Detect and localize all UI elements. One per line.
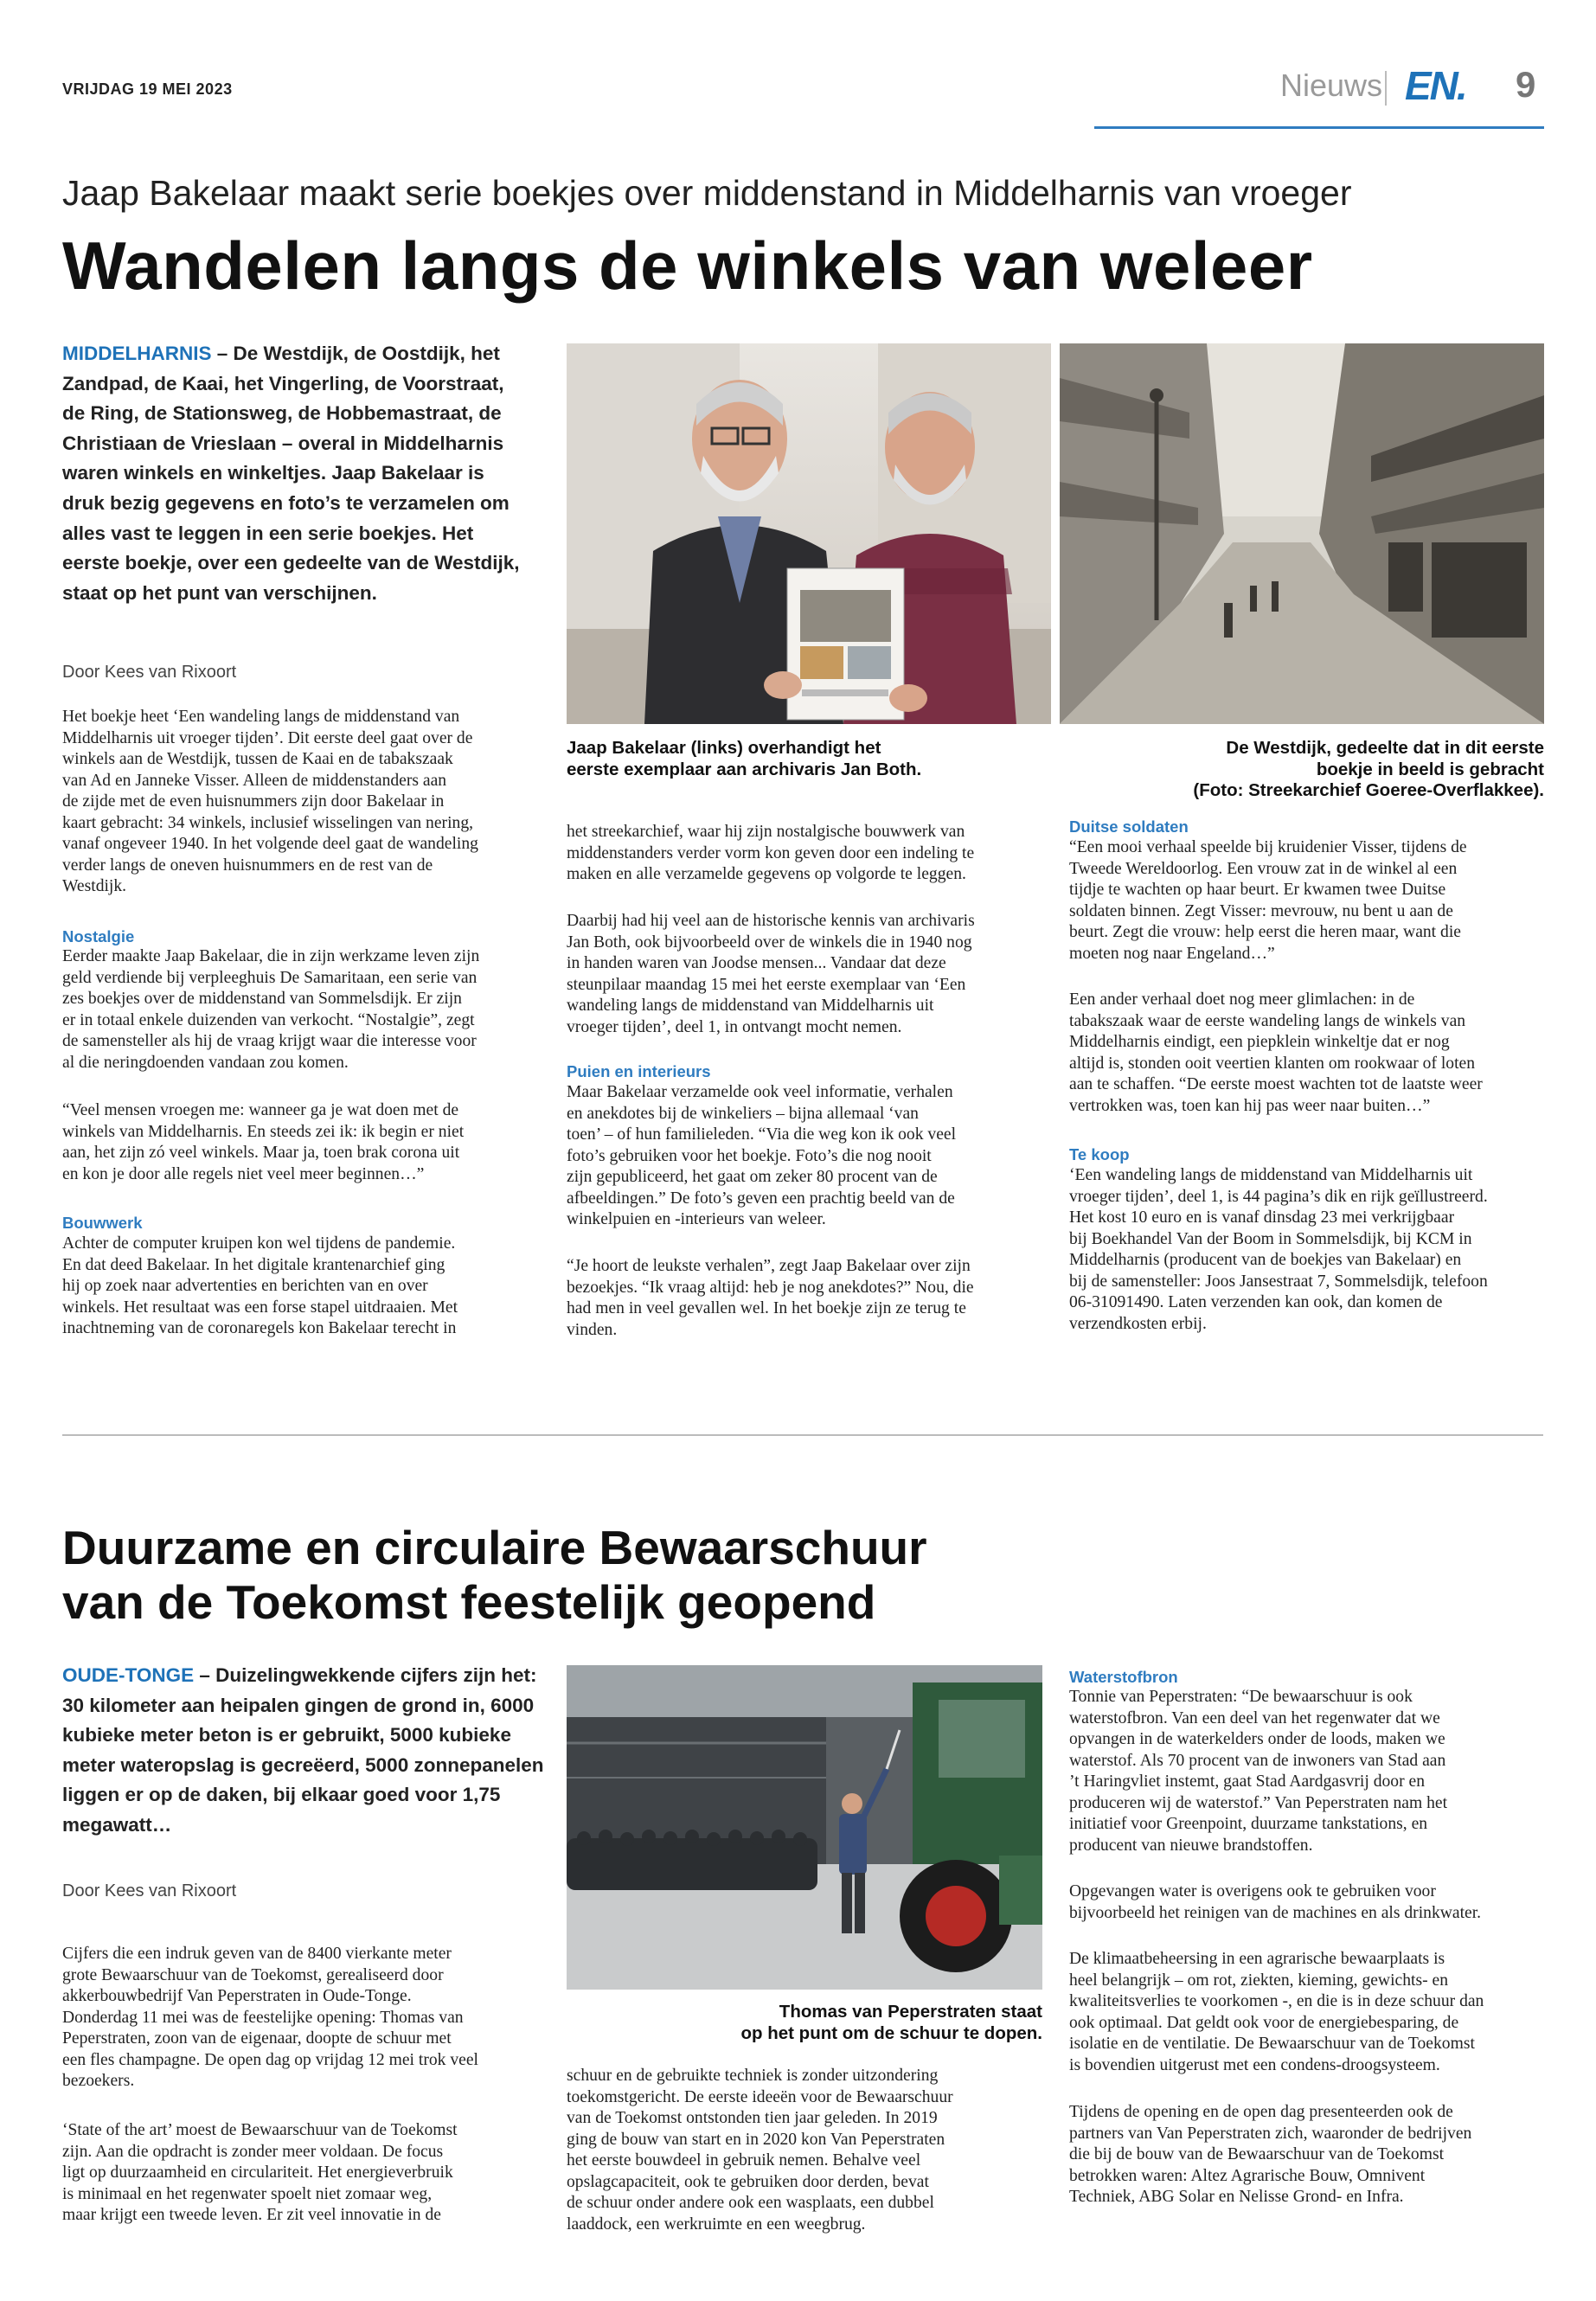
- article1-col1-p1: Het boekje heet ‘Een wandeling langs de middenstand van Middelharnis uit vroeger tijden’. Dit eerste deel gaat over de winkels aan de Westdijk, tussen de Kaai en de tabakszaak van Ad en Janneke Visser. Alleen de middenstanders aan de zijde met de even huisnummers zijn door Bakelaar in kaart gebracht: 34 winkels, inclusief wisselingen van nering, vanaf ongeveer 1940. In het volgende deel gaat de wandeling verder langs de oneven huisnummers en de rest van de Westdijk.: [62, 708, 478, 895]
- header-divider: [1385, 71, 1387, 106]
- photo-westdijk-historic: [1060, 343, 1544, 724]
- article2-col1-p2: ‘State of the art’ moest de Bewaarschuur van de Toekomst zijn. Aan die opdracht is zonder meer voldaan. De focus ligt op duurzaamheid en circulariteit. Het energieverbruik is minimaal en het regenwater spoelt niet zomaar weg, maar krijgt een tweede leven. Er zit veel innovatie in de: [62, 2121, 458, 2224]
- article1-subhead-bouwwerk: Bouwwerk: [62, 1214, 143, 1232]
- article1-lead-text: – De Westdijk, de Oostdijk, het Zandpad, de Kaai, het Vingerling, de Voorstraat, de Ring, de Stationsweg, de Hobbemastraat, de Christiaan de Vrieslaan – overal in Middelharnis waren winkels en winkeltjes. Jaap Bakelaar is druk bezig gegevens en foto’s te verzamelen om alles vast te leggen in een serie boekjes. Het eerste boekje, over een gedeelte van de Westdijk, staat op het punt van verschijnen.: [62, 343, 520, 604]
- article1-kicker: Jaap Bakelaar maakt serie boekjes over middenstand in Middelharnis van vroeger: [62, 173, 1352, 213]
- article1-lead: [62, 339, 529, 608]
- article1-col3-p1: “Een mooi verhaal speelde bij kruidenier Visser, tijdens de Tweede Wereldoorlog. Een vrouw zat in de winkel al een tijdje te wachten op haar beurt. Er kwamen twee Duitse soldaten binnen. Zegt Visser: mevrouw, nu bent u aan de beurt. Zegt die vrouw: help eerst die heren maar, want die moeten nog naar Engeland…”: [1069, 838, 1467, 963]
- article2-byline: Door Kees van Rixoort: [62, 1881, 237, 1900]
- article2-col1-p1: Cijfers die een indruk geven van de 8400 vierkante meter grote Bewaarschuur van de Toekomst, gerealiseerd door akkerbouwbedrijf Van Peperstraten in Oude-Tonge. Donderdag 11 mei was de feestelijke opening: Thomas van Peperstraten, zoon van de eigenaar, doopte de schuur met een fles champagne. De open dag op vrijdag 12 mei trok veel bezoekers.: [62, 1945, 478, 2090]
- article1-headline: Wandelen langs de winkels van weleer: [62, 228, 1313, 304]
- article1-byline: Door Kees van Rixoort: [62, 663, 237, 682]
- article2-lead: [62, 1661, 547, 1841]
- photo3-caption: Thomas van Peperstraten staat op het punt om de schuur te dopen.: [740, 2002, 1042, 2043]
- page-number: 9: [1516, 64, 1536, 105]
- photo2-caption: De Westdijk, gedeelte dat in dit eerste boekje in beeld is gebracht (Foto: Streekarchief Goeree-Overflakkee).: [1193, 738, 1544, 801]
- article-divider: [62, 1434, 1543, 1436]
- article2-subhead-waterstof: Waterstofbron: [1069, 1668, 1178, 1686]
- article2-dateline: OUDE-TONGE: [62, 1664, 195, 1686]
- article1-col2-p3: Maar Bakelaar verzamelde ook veel informatie, verhalen en anekdotes bij de winkeliers – bijna allemaal ‘van toen’ – of hun familieleden. “Via die weg kon ik ook veel foto’s gebruiken voor het boekje. Foto’s die nog nooit zijn gepubliceerd, het gaat om zeker 80 procent van de afbeeldingen.” De foto’s geven een prachtig beeld van de winkelpuien en -interieurs van weleer.: [567, 1083, 957, 1228]
- article1-dateline: MIDDELHARNIS: [62, 343, 212, 364]
- newspaper-logo: EN.: [1405, 63, 1466, 108]
- article1-col2-p4: “Je hoort de leukste verhalen”, zegt Jaap Bakelaar over zijn bezoekjes. “Ik vraag altijd: heb je nog anekdotes?” Nou, die had men in veel gevallen wel. In het boekje zijn ze terug te vinden.: [567, 1257, 974, 1339]
- article1-subhead-duitse: Duitse soldaten: [1069, 817, 1189, 836]
- article2-lead-text: – Duizelingwekkende cijfers zijn het: 30 kilometer aan heipalen gingen de grond in, 6000 kubieke meter beton is er gebruikt, 5000 kubieke meter wateropslag is gecreëerd, 5000 zonnepanelen liggen er op de daken, bij elkaar goed voor 1,75 megawatt…: [62, 1664, 544, 1836]
- article1-subhead-tekoop: Te koop: [1069, 1145, 1130, 1163]
- article1-col1-p3: “Veel mensen vroegen me: wanneer ga je wat doen met de winkels van Middelharnis. En steeds zei ik: ik begin er niet aan, het zijn zó veel winkels. Maar ja, toen brak corona uit en kon je door alle regels niet veel meer beginnen…”: [62, 1101, 465, 1183]
- header-rule: [1094, 126, 1544, 129]
- article1-col1-p2: Eerder maakte Jaap Bakelaar, die in zijn werkzame leven zijn geld verdiende bij verpleeghuis De Samaritaan, een serie van zes boekjes over de middenstand van Sommelsdijk. Er zijn er in totaal enkele duizenden van verkocht. “Nostalgie”, zegt de samensteller als hij de vraag krijgt waar die interesse voor al die neringdoenden vandaan zou komen.: [62, 947, 480, 1072]
- article2-col3-p1: Tonnie van Peperstraten: “De bewaarschuur is ook waterstofbron. Van een deel van het regenwater dat we opvangen in de waterkelders onder de loods, maken we waterstof. Als 70 procent van de inwoners van Stad aan ’t Haringvliet instemt, gaat Stad Aardgasvrij door en produceren wij de waterstof.” Van Peperstraten nam het initiatief voor Greenpoint, duurzame tankstations, en producent van nieuwe brandstoffen.: [1069, 1688, 1448, 1855]
- article2-headline-line1: Duurzame en circulaire Bewaarschuur: [62, 1521, 927, 1574]
- article1-col2-p1: het streekarchief, waar hij zijn nostalgische bouwwerk van middenstanders verder vorm kon geven door een indeling te maken en alle verzamelde gegevens op volgorde te leggen.: [567, 823, 975, 883]
- article2-col2-p1: schuur en de gebruikte techniek is zonder uitzondering toekomstgericht. De eerste ideeën voor de Bewaarschuur van de Toekomst ontstonden tien jaar geleden. In 2019 ging de bouw van start en in 2020 kon Van Peperstraten het eerste bouwdeel in gebruik nemen. Behalve veel opslagcapaciteit, ook te gebruiken door derden, bevat de schuur onder andere ook een wasplaats, een dubbel laaddock, een werkruimte en een weegbrug.: [567, 2067, 953, 2234]
- issue-date: VRIJDAG 19 MEI 2023: [62, 80, 233, 98]
- article2-col3-p4: Tijdens de opening en de open dag presenteerden ook de partners van Van Peperstraten zich, waaronder de bedrijven die bij de bouw van de Bewaarschuur van de Toekomst betrokken waren: Altez Agrarische Bouw, Omnivent Techniek, ABG Solar en Nelisse Grond- en Infra.: [1069, 2103, 1472, 2206]
- photo-bewaarschuur-opening: [567, 1665, 1042, 1990]
- article1-col3-p2: Een ander verhaal doet nog meer glimlachen: in de tabakszaak waar de eerste wandeling langs de winkels van Middelharnis eindigt, een piepklein winkeltje dat er nog altijd is, stonden ooit veertien klanten om rookwaar of loten aan te schaffen. “De eerste moest wachten tot de laatste weer vertrokken was, toen kan hij pas weer naar buiten…”: [1069, 990, 1483, 1115]
- article2-col3-p3: De klimaatbeheersing in een agrarische bewaarplaats is heel belangrijk – om rot, ziekten, kieming, gewichts- en kwaliteitsverlies te voorkomen -, en die is in deze schuur dan ook optimaal. Dat geldt ook voor de energiebesparing, de isolatie en de ventilatie. De Bewaarschuur van de Toekomst is bovendien uitgerust met een condens-droogsysteem.: [1069, 1950, 1484, 2074]
- article2-col3-p2: Opgevangen water is overigens ook te gebruiken voor bijvoorbeeld het reinigen van de machines en als drinkwater.: [1069, 1882, 1482, 1922]
- article2-headline-line2: van de Toekomst feestelijk geopend: [62, 1575, 876, 1629]
- article1-col3-p3: ‘Een wandeling langs de middenstand van Middelharnis uit vroeger tijden’, deel 1, is 44 pagina’s dik en rijk geïllustreerd. Het kost 10 euro en is vanaf dinsdag 23 mei verkrijgbaar bij Boekhandel Van der Boom in Sommelsdijk, bij KCM in Middelharnis (producent van de boekjes van Bakelaar) en bij de samensteller: Joos Jansestraat 7, Sommelsdijk, telefoon 06-31091490. Laten verzenden kan ook, dan komen de verzendkosten erbij.: [1069, 1166, 1488, 1333]
- article1-subhead-puien: Puien en interieurs: [567, 1062, 711, 1080]
- photo-bakelaar-both: [567, 343, 1051, 724]
- article2-headline: [62, 1521, 927, 1630]
- article1-col1-p4: Achter de computer kruipen kon wel tijdens de pandemie. En dat deed Bakelaar. In het digitale krantenarchief ging hij op zoek naar advertenties en berichten van en over winkels. Het resultaat was een forse stapel uitdraaien. Met inachtneming van de coronaregels kon Bakelaar terecht in: [62, 1234, 458, 1337]
- photo1-caption: Jaap Bakelaar (links) overhandigt het eerste exemplaar aan archivaris Jan Both.: [567, 738, 922, 779]
- article1-col2-p2: Daarbij had hij veel aan de historische kennis van archivaris Jan Both, ook bijvoorbeeld over de winkels die in 1940 nog in handen waren van Joodse mensen... Vandaar dat deze steunpilaar maandag 15 mei het eerste exemplaar van ‘Een wandeling langs de middenstand van Middelharnis uit vroeger tijden’, deel 1, in ontvangt mocht nemen.: [567, 912, 975, 1036]
- article1-subhead-nostalgie: Nostalgie: [62, 927, 135, 945]
- section-label: Nieuws: [1280, 67, 1383, 103]
